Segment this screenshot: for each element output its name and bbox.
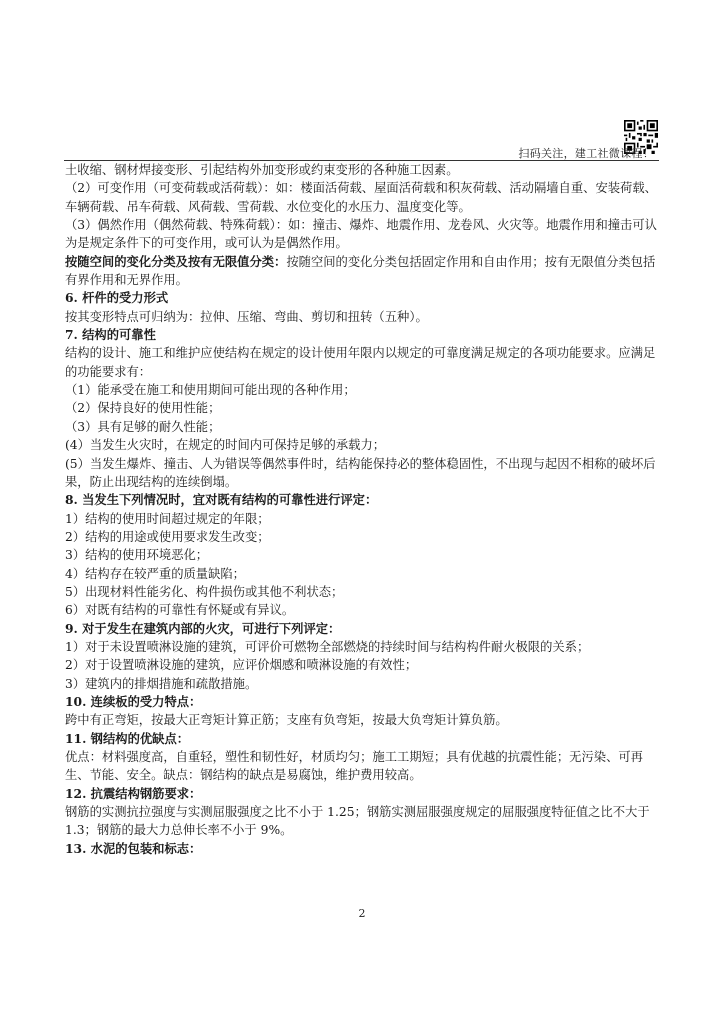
list-item: 3）建筑内的排烟措施和疏散措施。 — [65, 676, 258, 691]
list-item: （3）具有足够的耐久性能； — [65, 419, 221, 434]
paragraph: 跨中有正弯矩，按最大正弯矩计算正筋；支座有负弯矩，按最大负弯矩计算负筋。 — [65, 713, 508, 728]
list-item: 2）对于设置喷淋设施的建筑，应评价烟感和喷淋设施的有效性； — [65, 658, 418, 673]
list-item: 1）结构的使用时间超过规定的年限； — [65, 511, 270, 526]
section-heading: 10. 连续板的受力特点： — [65, 693, 202, 709]
list-item: 1）对于未设置喷淋设施的建筑，可评价可燃物全部燃烧的持续时间与结构构件耐火极限的关系； — [65, 639, 590, 654]
header-slogan: 扫码关注，建工社微课程！ — [518, 147, 654, 160]
paragraph: （2）可变作用（可变荷载或活荷载）：如：楼面活荷载、屋面活荷载和积灰荷载、活动隔墙自重、安装荷载、车辆荷载、吊车荷载、风荷载、雪荷载、水位变化的水压力、温度变化等。 — [65, 181, 657, 214]
section-heading: 12. 抗震结构钢筋要求： — [65, 785, 202, 801]
section-heading: 8. 当发生下列情况时，宜对既有结构的可靠性进行评定： — [65, 492, 378, 508]
paragraph: 按其变形特点可归纳为：拉伸、压缩、弯曲、剪切和扭转（五种）。 — [65, 309, 428, 324]
paragraph: 优点：材料强度高，自重轻，塑性和韧性好，材质均匀；施工工期短；具有优越的抗震性能；无污染、可再生、节能、安全。缺点：钢结构的缺点是易腐蚀，维护费用较高。 — [65, 750, 643, 783]
list-item: 4）结构存在较严重的质量缺陷； — [65, 566, 245, 581]
paragraph: 土收缩、钢材焊接变形、引起结构外加变形或约束变形的各种施工因素。 — [65, 163, 459, 177]
list-item: （2）保持良好的使用性能； — [65, 401, 221, 416]
paragraph: 结构的设计、施工和维护应使结构在规定的设计使用年限内以规定的可靠度满足规定的各项功能要求。应满足的功能要求有： — [65, 346, 656, 379]
section-heading: 11. 钢结构的优缺点： — [65, 730, 190, 746]
list-item: （1）能承受在施工和使用期间可能出现的各种作用； — [65, 383, 356, 398]
document-body — [65, 161, 659, 858]
paragraph — [65, 253, 659, 290]
section-heading: 9. 对于发生在建筑内部的火灾，可进行下列评定： — [65, 620, 341, 636]
paragraph: 钢筋的实测抗拉强度与实测屈服强度之比不小于 1.25；钢筋实测屈服强度规定的屈服强度特征值之比不大于 1.3；钢筋的最大力总伸长率不小于 9%。 — [65, 805, 650, 838]
paragraph: （3）偶然作用（偶然荷载、特殊荷载）：如：撞击、爆炸、地震作用、龙卷风、火灾等。地震作用和撞击可认为是规定条件下的可变作用，或可认为是偶然作用。 — [65, 218, 657, 251]
section-heading: 7. 结构的可靠性 — [65, 327, 156, 343]
section-heading: 6. 杆件的受力形式 — [65, 290, 169, 306]
list-item: 5）出现材料性能劣化、构件损伤或其他不利状态； — [65, 584, 344, 599]
paragraph-text: 按随空间的变化分类包括固定作用和自由作用；按有无限值分类包括有界作用和无界作用。 — [65, 254, 656, 288]
list-item: 2）结构的用途或使用要求发生改变； — [65, 529, 270, 544]
paragraph-lead: 按随空间的变化分类及按有无限值分类： — [65, 253, 287, 269]
section-heading: 13. 水泥的包装和标志： — [65, 840, 202, 856]
page-header — [0, 118, 724, 160]
list-item: 3）结构的使用环境恶化； — [65, 548, 209, 563]
page-number: 2 — [358, 907, 366, 920]
list-item: 6）对既有结构的可靠性有怀疑或有异议。 — [65, 603, 295, 618]
list-item: (4）当发生火灾时，在规定的时间内可保持足够的承载力； — [65, 438, 386, 453]
list-item: (5）当发生爆炸、撞击、人为错误等偶然事件时，结构能保持必的整体稳固性，不出现与起因不相称的破坏后果，防止出现结构的连续倒塌。 — [65, 456, 656, 489]
